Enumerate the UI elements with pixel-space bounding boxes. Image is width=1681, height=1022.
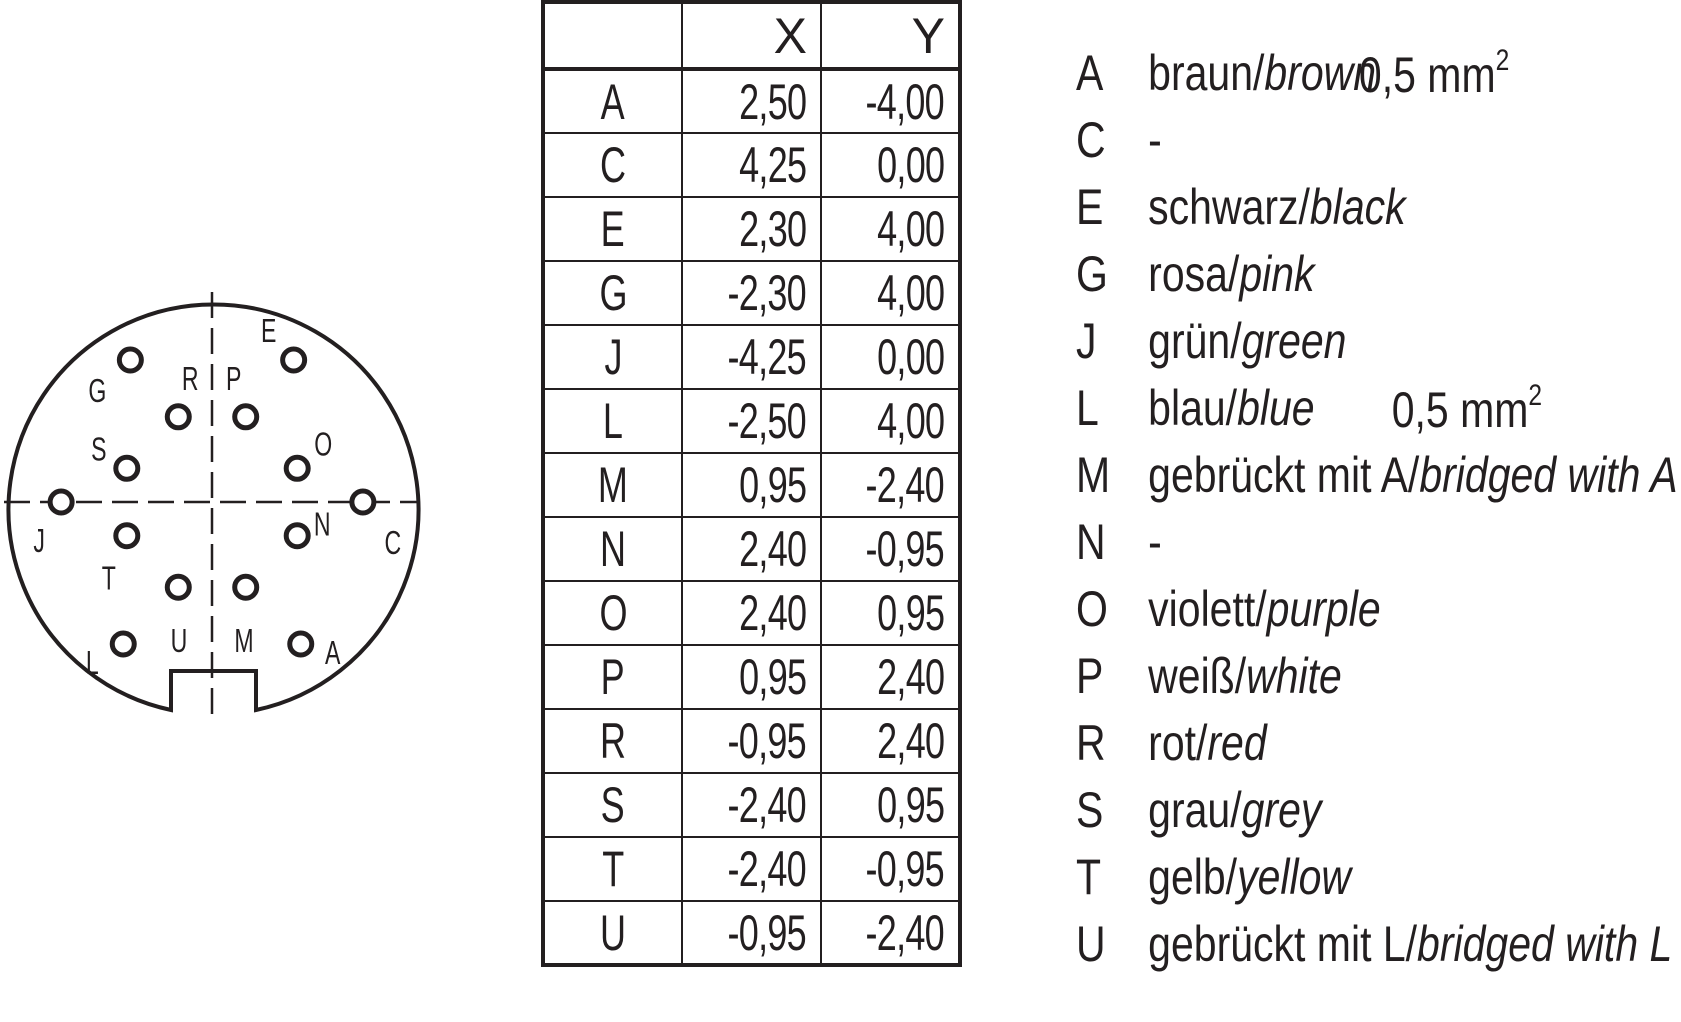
legend-colour-de: blau/ [1148, 380, 1238, 436]
legend-pin: G [1076, 246, 1108, 302]
table-row [543, 325, 960, 389]
cell-y: 0,95 [821, 773, 960, 837]
coordinate-table [541, 0, 962, 967]
legend-colour [1148, 513, 1162, 571]
table-row [543, 197, 960, 261]
cell-pin: J [543, 325, 682, 389]
legend-colour-de: gebrückt mit L/ [1148, 916, 1418, 972]
legend-colour-de: weiß/ [1148, 648, 1247, 704]
cell-y: -0,95 [821, 517, 960, 581]
legend-colour [1148, 111, 1162, 169]
connector-pin-diagram [0, 0, 440, 740]
cell-x: -2,40 [682, 837, 821, 901]
cell-y: 0,95 [821, 581, 960, 645]
pin-t-contact [116, 525, 138, 547]
legend-colour-de: gelb/ [1148, 849, 1238, 905]
cell-y: 2,40 [821, 645, 960, 709]
table-row [543, 645, 960, 709]
legend-colour [1148, 714, 1267, 772]
cell-x: -4,25 [682, 325, 821, 389]
cell-x: 2,50 [682, 69, 821, 133]
cell-x: 2,40 [682, 581, 821, 645]
table-row [543, 773, 960, 837]
legend-pin: T [1076, 849, 1102, 905]
legend-pin: O [1076, 581, 1108, 637]
legend-colour-de: violett/ [1148, 581, 1267, 637]
legend-colour [1148, 44, 1376, 102]
pin-l-label: L [85, 645, 99, 683]
legend-colour [1148, 915, 1672, 973]
legend-colour [1148, 178, 1405, 236]
table-row [543, 581, 960, 645]
table-header-row [543, 2, 960, 69]
cell-pin: R [543, 709, 682, 773]
legend-pin: C [1076, 112, 1106, 168]
legend-colour [1148, 848, 1351, 906]
cell-x: 0,95 [682, 453, 821, 517]
legend-pin: L [1076, 380, 1099, 436]
pin-n-contact [286, 525, 308, 547]
pin-e-label: E [260, 313, 277, 351]
pin-a-contact [290, 633, 312, 655]
cell-pin: A [543, 69, 682, 133]
legend-cross-section-exponent: 2 [1528, 379, 1543, 412]
legend-colour [1148, 647, 1342, 705]
pin-g-contact [119, 349, 141, 371]
legend-pin: U [1076, 916, 1106, 972]
legend-colour [1148, 446, 1677, 504]
legend-colour-en: purple [1266, 581, 1381, 637]
pin-p-label: P [226, 360, 242, 398]
pin-l-contact [112, 633, 134, 655]
legend-pin: M [1076, 447, 1111, 503]
legend-colour-de: rosa/ [1148, 246, 1240, 302]
legend-cross-section [1392, 379, 1542, 439]
cell-pin: N [543, 517, 682, 581]
table-row [543, 517, 960, 581]
legend-colour [1148, 580, 1380, 638]
coordinate-table-wrapper [541, 0, 962, 967]
table-row [543, 837, 960, 901]
legend-colour [1148, 781, 1321, 839]
cell-y: -2,40 [821, 453, 960, 517]
cell-y: 4,00 [821, 197, 960, 261]
legend-colour-en: bridged with L [1417, 916, 1673, 972]
cell-pin: T [543, 837, 682, 901]
cell-x: -2,40 [682, 773, 821, 837]
legend-colour-en: grey [1241, 782, 1322, 838]
coordinate-table-body [543, 69, 960, 965]
legend-colour-en: white [1246, 648, 1342, 704]
legend-colour-de: - [1148, 112, 1162, 168]
cell-y: 0,00 [821, 133, 960, 197]
pin-c-label: C [384, 525, 402, 563]
pin-s-contact [116, 457, 138, 479]
table-row [543, 69, 960, 133]
pin-j-contact [50, 491, 72, 513]
cell-pin: S [543, 773, 682, 837]
legend-cross-section-value: 0,5 mm [1358, 47, 1496, 103]
legend-pin: S [1076, 782, 1104, 838]
legend-colour-de: grün/ [1148, 313, 1242, 369]
legend-pin: P [1076, 648, 1104, 704]
header-pin [543, 2, 682, 69]
cell-x: 2,30 [682, 197, 821, 261]
pin-o-label: O [314, 426, 333, 464]
cell-pin: P [543, 645, 682, 709]
legend-cross-section-value: 0,5 mm [1391, 382, 1529, 438]
cell-pin: O [543, 581, 682, 645]
legend-colour-de: schwarz/ [1148, 179, 1310, 235]
legend-colour [1148, 379, 1314, 437]
legend-colour-en: pink [1239, 246, 1315, 302]
legend-colour-en: yellow [1237, 849, 1352, 905]
pin-u-label: U [170, 623, 188, 661]
legend-colour-de: rot/ [1148, 715, 1208, 771]
pin-m-label: M [234, 623, 254, 661]
cell-y: -0,95 [821, 837, 960, 901]
pin-c-contact [352, 491, 374, 513]
pin-o-contact [286, 457, 308, 479]
cell-y: 4,00 [821, 389, 960, 453]
table-row [543, 261, 960, 325]
cell-x: 2,40 [682, 517, 821, 581]
legend-colour-de: gebrückt mit A/ [1148, 447, 1420, 503]
legend-pin: J [1076, 313, 1097, 369]
pin-r-contact [167, 406, 189, 428]
legend-colour [1148, 245, 1314, 303]
header-y: Y [821, 2, 960, 69]
table-row [543, 901, 960, 965]
pin-r-label: R [181, 360, 199, 398]
legend-colour-en: brown [1264, 45, 1377, 101]
legend-colour-en: black [1309, 179, 1406, 235]
legend-colour-en: red [1207, 715, 1267, 771]
cell-pin: L [543, 389, 682, 453]
legend-colour-en: blue [1237, 380, 1315, 436]
legend-colour-de: grau/ [1148, 782, 1242, 838]
legend-pin: E [1076, 179, 1104, 235]
pin-p-contact [235, 406, 257, 428]
pin-j-label: J [33, 523, 45, 561]
pin-t-label: T [101, 560, 116, 598]
cell-x: -0,95 [682, 709, 821, 773]
legend-pin: A [1076, 45, 1104, 101]
cell-y: 0,00 [821, 325, 960, 389]
table-row [543, 133, 960, 197]
legend-colour [1148, 312, 1346, 370]
table-row [543, 453, 960, 517]
header-x: X [682, 2, 821, 69]
cell-x: -2,50 [682, 389, 821, 453]
cell-pin: E [543, 197, 682, 261]
legend-pin: N [1076, 514, 1106, 570]
legend-colour-en: bridged with A [1419, 447, 1678, 503]
pin-g-label: G [88, 373, 107, 411]
legend-cross-section-exponent: 2 [1495, 44, 1510, 77]
cell-y: 4,00 [821, 261, 960, 325]
cell-x: 4,25 [682, 133, 821, 197]
pin-e-contact [283, 349, 305, 371]
cell-x: 0,95 [682, 645, 821, 709]
cell-y: -4,00 [821, 69, 960, 133]
pin-m-contact [235, 576, 257, 598]
cell-pin: C [543, 133, 682, 197]
cell-pin: G [543, 261, 682, 325]
pin-n-label: N [313, 506, 331, 544]
table-row [543, 389, 960, 453]
table-row [543, 709, 960, 773]
legend-pin: R [1076, 715, 1106, 771]
cell-pin: U [543, 901, 682, 965]
cell-pin: M [543, 453, 682, 517]
pin-u-contact [167, 576, 189, 598]
cell-x: -2,30 [682, 261, 821, 325]
cell-x: -0,95 [682, 901, 821, 965]
legend-colour-de: braun/ [1148, 45, 1265, 101]
pin-a-label: A [325, 635, 341, 673]
cell-y: -2,40 [821, 901, 960, 965]
cell-y: 2,40 [821, 709, 960, 773]
legend-colour-en: green [1241, 313, 1347, 369]
legend-colour-de: - [1148, 514, 1162, 570]
legend-cross-section [1359, 44, 1509, 104]
pin-s-label: S [91, 431, 107, 469]
